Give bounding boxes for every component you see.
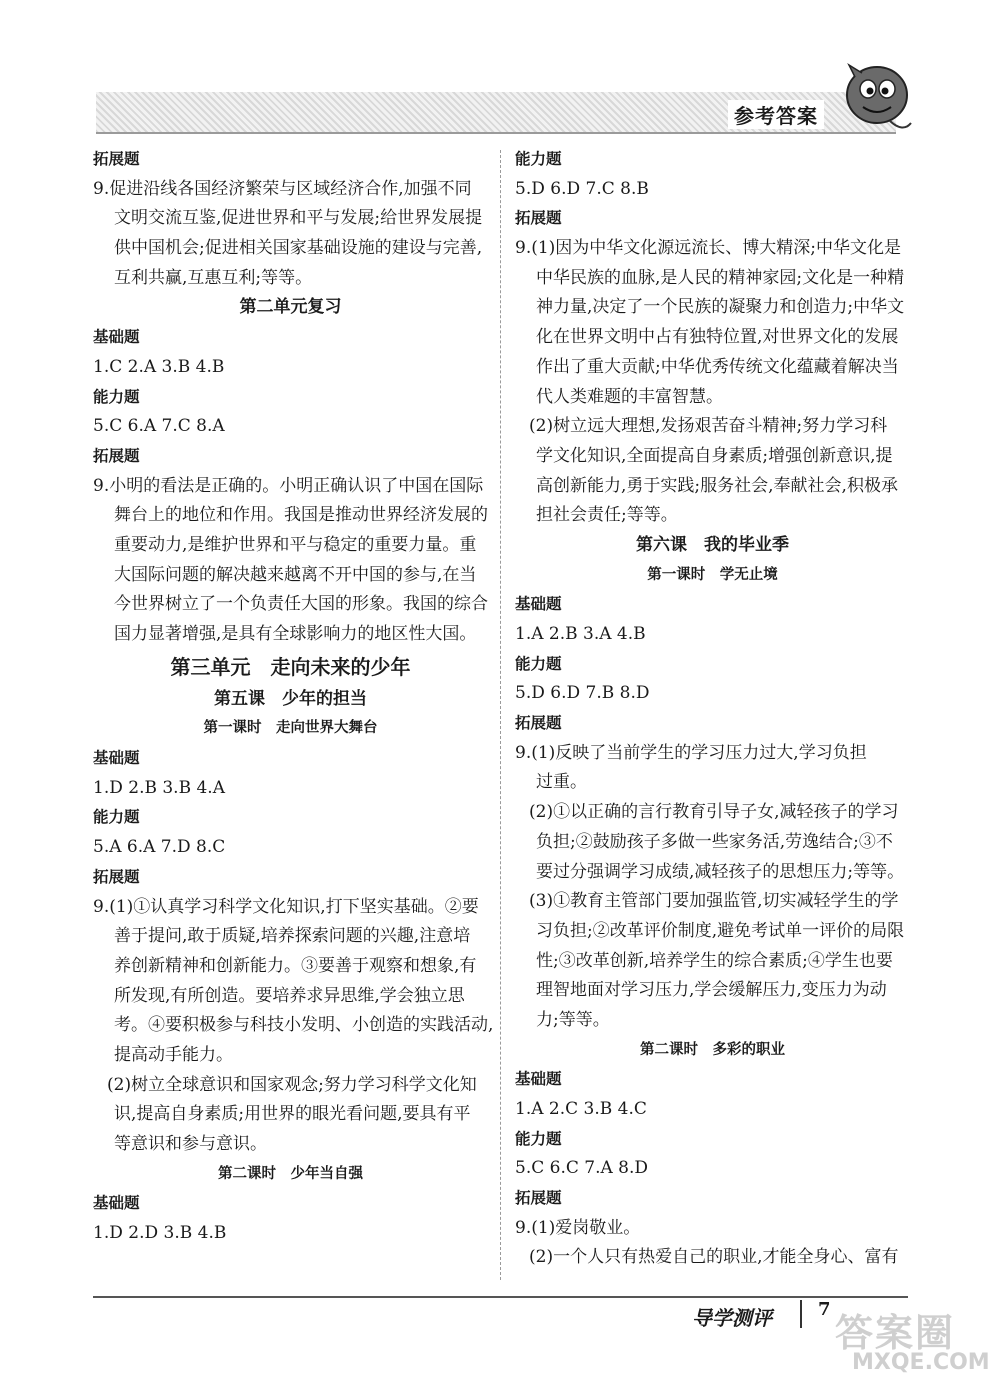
section-label: 基础题 xyxy=(515,595,562,614)
section-label: 能力题 xyxy=(515,1129,562,1148)
section-label: 能力题 xyxy=(93,387,140,406)
answer-line: 舞台上的地位和作用。我国是推动世界经济发展的 xyxy=(114,505,488,526)
answer-line: 习负担;②改革评价制度,避免考试单一评价的局限 xyxy=(536,920,905,941)
section-label: 能力题 xyxy=(515,654,562,673)
answer-line: 大国际问题的解决越来越离不开中国的参与,在当 xyxy=(114,564,477,585)
answer-line: 5.C 6.A 7.C 8.A xyxy=(93,416,225,437)
answer-line: 所发现,有所创造。要培养求异思维,学会独立思 xyxy=(114,985,465,1006)
section-label: 能力题 xyxy=(93,808,140,827)
answer-line: 5.C 6.C 7.A 8.D xyxy=(515,1158,649,1179)
answer-line: 养创新精神和创新能力。③要善于观察和想象,有 xyxy=(114,955,477,976)
answer-line: 负担;②鼓励孩子多做一些家务活,劳逸结合;③不 xyxy=(536,831,893,852)
answer-line: 1.D 2.B 3.B 4.A xyxy=(93,777,225,798)
answer-line: 9.小明的看法是正确的。小明正确认识了中国在国际 xyxy=(93,475,484,496)
answer-line: (2)树立全球意识和国家观念;努力学习科学文化知 xyxy=(107,1074,477,1095)
answer-line: 等意识和参与意识。 xyxy=(114,1134,267,1154)
left-column xyxy=(93,145,494,1249)
answer-line: 要过分强调学习成绩,减轻孩子的思想压力;等等。 xyxy=(536,861,905,882)
answer-line: 代人类难题的丰富智慧。 xyxy=(536,386,723,407)
answer-line: 考。④要积极参与科技小发明、小创造的实践活动, xyxy=(114,1015,494,1036)
section-label: 拓展题 xyxy=(515,1189,562,1208)
answer-line: 1.D 2.D 3.B 4.B xyxy=(93,1223,227,1244)
section-label: 拓展题 xyxy=(93,150,140,168)
section-label: 基础题 xyxy=(515,1070,562,1089)
answer-line: 作出了重大贡献;中华优秀传统文化蕴藏着解决当 xyxy=(536,356,899,377)
answer-line: 9.(1)①认真学习科学文化知识,打下坚实基础。②要 xyxy=(93,896,479,917)
answer-line: 互利共赢,互惠互利;等等。 xyxy=(114,267,313,288)
answer-line: (3)①教育主管部门要加强监管,切实减轻学生的学 xyxy=(529,891,899,912)
answer-line: 5.A 6.A 7.D 8.C xyxy=(93,837,226,858)
answer-line: 文明交流互鉴,促进世界和平与发展;给世界发展提 xyxy=(114,208,483,229)
answer-line: 9.(1)反映了当前学生的学习压力过大,学习负担 xyxy=(515,742,867,763)
answer-line: 神力量,决定了一个民族的凝聚力和创造力;中华文 xyxy=(536,297,905,318)
column-divider xyxy=(500,150,501,1280)
section-heading: 第六课 我的毕业季 xyxy=(636,534,789,555)
section-heading: 第二单元复习 xyxy=(239,297,342,318)
footer-separator xyxy=(800,1300,802,1328)
section-label: 基础题 xyxy=(93,749,140,768)
section-heading: 第一课时 走向世界大舞台 xyxy=(203,720,378,737)
section-label: 能力题 xyxy=(515,150,562,168)
answer-line: 性;③改革创新,培养学生的综合素质;④学生也要 xyxy=(536,950,893,971)
answer-line: 1.A 2.B 3.A 4.B xyxy=(515,624,646,644)
answer-line: 化在世界文明中占有独特位置,对世界文化的发展 xyxy=(536,327,899,348)
section-heading: 第一课时 学无止境 xyxy=(647,566,778,583)
section-label: 基础题 xyxy=(93,1194,140,1213)
answer-line: 提高动手能力。 xyxy=(114,1044,233,1065)
answer-line: 理智地面对学习压力,学会缓解压力,变压力为动 xyxy=(536,980,887,1001)
section-label: 拓展题 xyxy=(93,867,140,886)
answer-line: 识,提高自身素质;用世界的眼光看问题,要具有平 xyxy=(114,1104,471,1125)
answer-line: 1.A 2.C 3.B 4.C xyxy=(515,1099,647,1119)
section-heading: 第二课时 多彩的职业 xyxy=(640,1041,785,1058)
answer-line: 担社会责任;等等。 xyxy=(536,505,678,526)
section-label: 拓展题 xyxy=(515,209,562,228)
watermark-logo: 答案圈 xyxy=(835,1311,956,1355)
footer-title: 导学测评 xyxy=(692,1306,772,1330)
answer-line: (2)一个人只有热爱自己的职业,才能全身心、富有 xyxy=(529,1247,899,1268)
section-label: 拓展题 xyxy=(93,446,140,465)
section-heading: 第五课 少年的担当 xyxy=(214,688,367,709)
answer-line: 过重。 xyxy=(536,772,587,793)
page-number: 7 xyxy=(818,1299,831,1320)
answer-line: (2)①以正确的言行教育引导子女,减轻孩子的学习 xyxy=(529,802,899,823)
answer-line: 国力显著增强,是具有全球影响力的地区性大国。 xyxy=(114,624,477,644)
answer-line: 善于提问,敢于质疑,培养探索问题的兴趣,注意培 xyxy=(114,926,471,947)
answer-line: 9.(1)爱岗敬业。 xyxy=(515,1217,641,1238)
footer-rule xyxy=(93,1296,908,1298)
answer-line: 学文化知识,全面提高自身素质;增强创新意识,提 xyxy=(536,445,893,466)
answer-line: 9.(1)因为中华文化源远流长、博大精深;中华文化是 xyxy=(515,238,902,259)
header-title: 参考答案 xyxy=(728,100,824,129)
answer-line: 5.D 6.D 7.C 8.B xyxy=(515,178,649,199)
right-column xyxy=(515,145,910,1273)
answer-line: 1.C 2.A 3.B 4.B xyxy=(93,356,225,377)
answer-line: (2)树立远大理想,发扬艰苦奋斗精神;努力学习科 xyxy=(529,416,888,437)
answer-line: 中华民族的血脉,是人民的精神家园;文化是一种精 xyxy=(536,267,905,288)
answer-line: 供中国机会;促进相关国家基础设施的建设与完善, xyxy=(114,238,483,259)
section-label: 基础题 xyxy=(93,328,140,347)
watermark-url: MXQE.COM xyxy=(852,1350,990,1375)
answer-line: 高创新能力,勇于实践;服务社会,奉献社会,积极承 xyxy=(536,475,898,496)
answer-line: 重要动力,是维护世界和平与稳定的重要力量。重 xyxy=(114,534,477,555)
section-label: 拓展题 xyxy=(515,714,562,733)
section-heading: 第二课时 少年当自强 xyxy=(218,1165,363,1182)
answer-line: 力;等等。 xyxy=(536,1009,610,1030)
answer-line: 5.D 6.D 7.B 8.D xyxy=(515,683,650,704)
mascot-icon xyxy=(835,55,920,140)
answer-line: 今世界树立了一个负责任大国的形象。我国的综合 xyxy=(114,594,488,615)
answer-line: 9.促进沿线各国经济繁荣与区域经济合作,加强不同 xyxy=(93,178,472,199)
section-heading: 第三单元 走向未来的少年 xyxy=(170,654,411,679)
